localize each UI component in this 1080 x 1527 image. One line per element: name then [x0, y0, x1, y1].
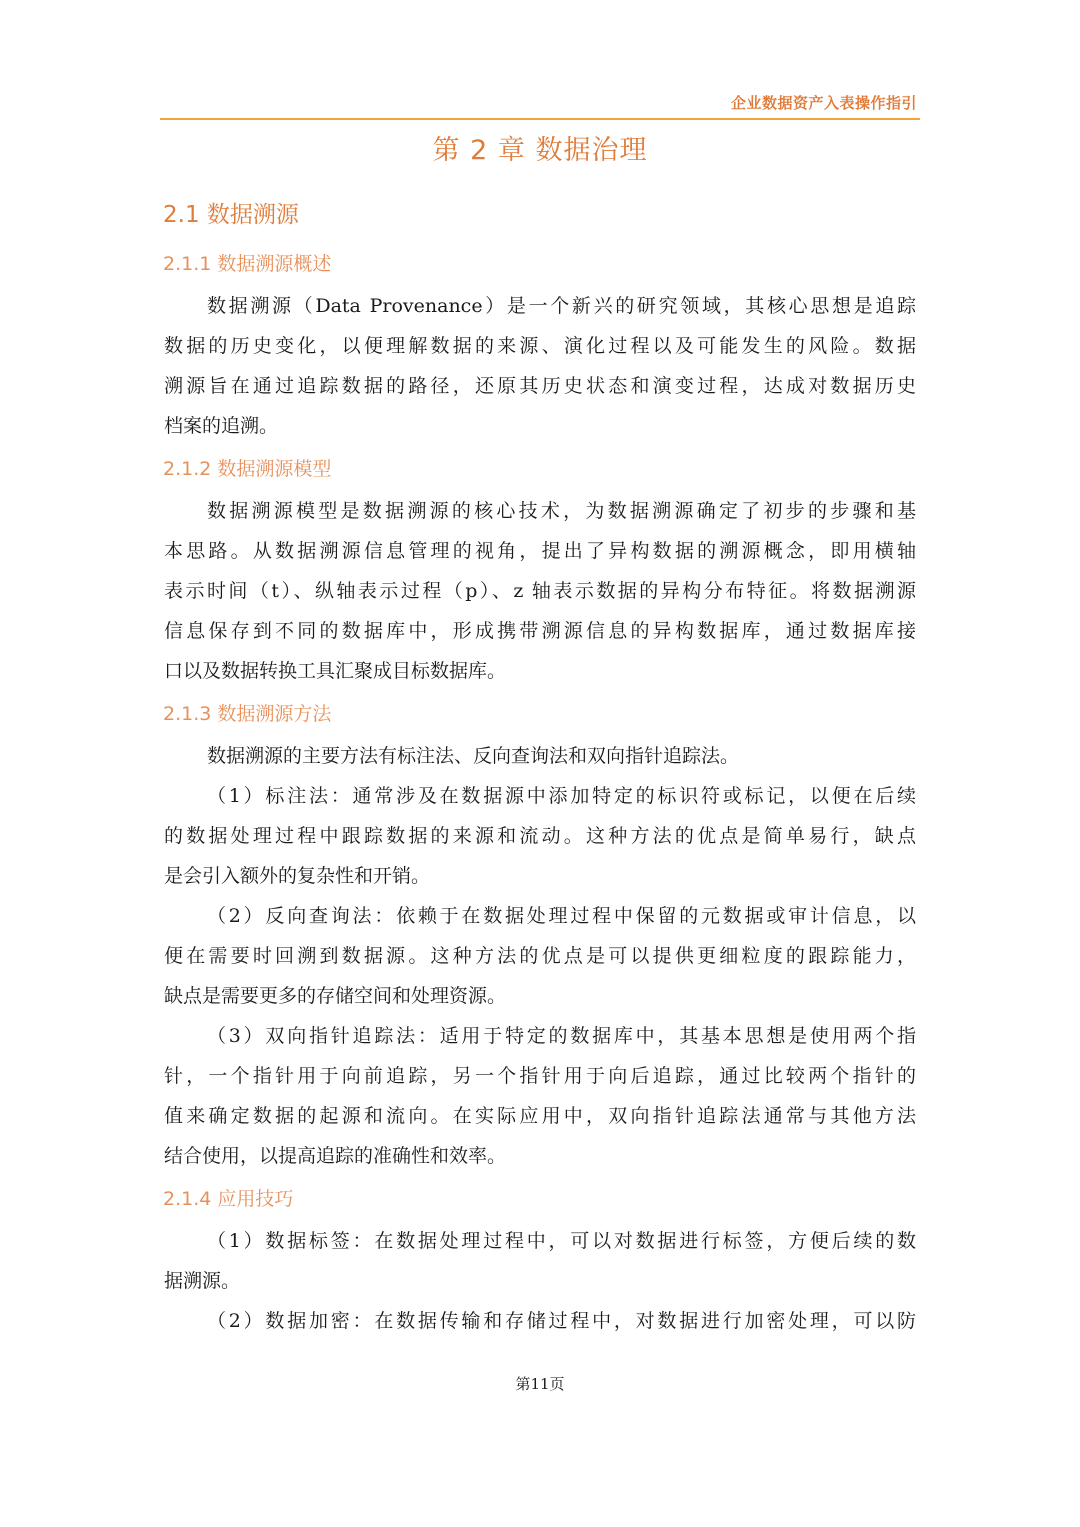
paragraph-line: 数据溯源模型是数据溯源的核心技术，为数据溯源确定了初步的步骤和基 — [207, 500, 916, 522]
running-header-title: 企业数据资产入表操作指引 — [730, 94, 917, 112]
subsection-title: 2.1.3 数据溯源方法 — [163, 703, 332, 725]
paragraph-line: 数据溯源（Data Provenance）是一个新兴的研究领域，其核心思想是追踪 — [207, 295, 916, 317]
paragraph-line: 口以及数据转换工具汇聚成目标数据库。 — [164, 660, 507, 682]
paragraph-line: 数据溯源的主要方法有标注法、反向查询法和双向指针追踪法。 — [207, 745, 740, 767]
subsection-title: 2.1.1 数据溯源概述 — [163, 253, 332, 275]
paragraph-line: 信息保存到不同的数据库中，形成携带溯源信息的异构数据库，通过数据库接 — [164, 620, 916, 642]
list-item-line: 缺点是需要更多的存储空间和处理资源。 — [164, 985, 507, 1007]
section-title: 2.1 数据溯源 — [163, 202, 299, 228]
list-item-line: 针，一个指针用于向前追踪，另一个指针用于向后追踪，通过比较两个指针的 — [164, 1065, 916, 1087]
list-item-line: 便在需要时回溯到数据源。这种方法的优点是可以提供更细粒度的跟踪能力， — [164, 945, 916, 967]
header-divider — [160, 118, 920, 120]
paragraph-line: 数据的历史变化，以便理解数据的来源、演化过程以及可能发生的风险。数据 — [164, 335, 916, 357]
subsection-title: 2.1.4 应用技巧 — [163, 1188, 294, 1210]
chapter-title: 第 2 章 数据治理 — [432, 135, 648, 166]
list-item-line: （1）标注法：通常涉及在数据源中添加特定的标识符或标记，以便在后续 — [207, 785, 916, 807]
paragraph-line: 溯源旨在通过追踪数据的路径，还原其历史状态和演变过程，达成对数据历史 — [164, 375, 916, 397]
paragraph-line: 表示时间（t）、纵轴表示过程（p）、z 轴表示数据的异构分布特征。将数据溯源 — [164, 580, 916, 602]
list-item-line: （2）数据加密：在数据传输和存储过程中，对数据进行加密处理，可以防 — [207, 1310, 916, 1332]
page-number: 第11页 — [515, 1375, 565, 1393]
list-item-line: 结合使用，以提高追踪的准确性和效率。 — [164, 1145, 507, 1167]
list-item-line: （1）数据标签：在数据处理过程中，可以对数据进行标签，方便后续的数 — [207, 1230, 916, 1252]
list-item-line: 值来确定数据的起源和流向。在实际应用中，双向指针追踪法通常与其他方法 — [164, 1105, 916, 1127]
list-item-line: （2）反向查询法：依赖于在数据处理过程中保留的元数据或审计信息，以 — [207, 905, 916, 927]
paragraph-line: 档案的追溯。 — [164, 415, 279, 437]
list-item-line: 据溯源。 — [164, 1270, 241, 1292]
subsection-title: 2.1.2 数据溯源模型 — [163, 458, 332, 480]
paragraph-line: 本思路。从数据溯源信息管理的视角，提出了异构数据的溯源概念，即用横轴 — [164, 540, 916, 562]
list-item-line: 是会引入额外的复杂性和开销。 — [164, 865, 431, 887]
list-item-line: （3）双向指针追踪法：适用于特定的数据库中，其基本思想是使用两个指 — [207, 1025, 916, 1047]
list-item-line: 的数据处理过程中跟踪数据的来源和流动。这种方法的优点是简单易行，缺点 — [164, 825, 916, 847]
